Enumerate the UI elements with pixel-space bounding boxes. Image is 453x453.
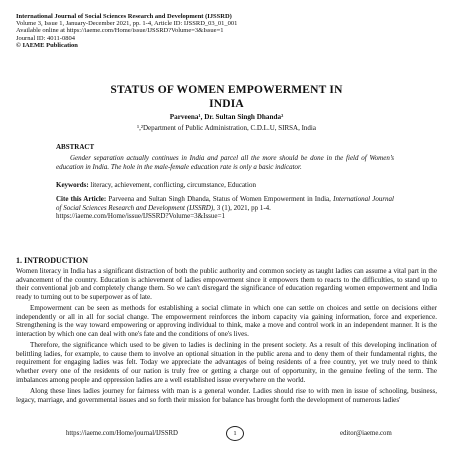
journal-name: International Journal of Social Sciences Research and Development (IJSSRD) — [16, 13, 232, 20]
title-line-1: STATUS OF WOMEN EMPOWERMENT IN — [110, 84, 343, 96]
affiliation: ¹,²Department of Public Administration, C.D.L.U, SIRSA, India — [137, 124, 316, 132]
footer-email[interactable]: editor@iaeme.com — [340, 430, 392, 437]
citation-label: Cite this Article: — [56, 195, 107, 203]
paragraph: Therefore, the significance which used to be given to ladies is declining in the present society. As a result of this developing inclination of belittling ladies, for example, to cause them to involve an optional situation in the public arena and to deny them of their fundamental rights, the requirement for engaging ladies was felt. Today we appreciate the advantages of being residents of a free country, yet we truly need to think whether every one of the residents of our nation is truly free or getting a charge out of opportunity, in the genuine feeling of the term. The imbalances among people and oppression ladies are a well established issue everywhere on the world. — [16, 341, 437, 384]
keywords-text: literacy, achievement, conflicting, circumstance, Education — [88, 181, 256, 189]
citation-journal: International Journal of Social Sciences Research and Development (IJSSRD), — [56, 195, 395, 212]
authors: Parveena¹, Dr. Sultan Singh Dhanda² — [169, 113, 284, 121]
citation-url[interactable]: https://iaeme.com/Home/issue/IJSSRD?Volume=3&Issue=1 — [56, 212, 225, 221]
abstract-text: Gender separation actually continues in India and parcel all the more should be done in the field of Women’s education in India. The hole in the male-female education rate is only a basic indicator. — [56, 154, 394, 171]
journal-header — [16, 13, 237, 49]
keywords — [56, 181, 256, 189]
paragraph: Women literacy in India has a significant distraction of both the public authority and common society as taught ladies can assume a vital part in the advancement of the country. Education is achievement of ladies empowerment since it empowers them to reacts to the difficulties, to stand up to their conventional job and completely change them. So we can't disregard the significance of education regarding women empowerment and India ready to turning out to be superpower as of late. — [16, 267, 437, 301]
body-text — [16, 267, 437, 407]
title-line-2: INDIA — [209, 97, 244, 110]
volume-line: Volume 3, Issue 1, January-December 2021, pp. 1-4, Article ID: IJSSRD_03_01_001 — [16, 20, 238, 28]
paragraph: Along these lines ladies journey for fairness with man is a general wonder. Ladies should rise to with men in issue of schooling, business, legacy, marriage, and governmental issues and so forth their mission for balance has brought forth the development of numerous ladies' — [16, 387, 437, 404]
page-number: 1 — [226, 426, 244, 441]
paragraph: Empowerment can be seen as methods for establishing a social climate in which one can settle on choices and settle on decisions either independently or all in all for social change. The empowerment reinforces the inborn capacity via gaining information, force and experience. Strengthening is the way toward empowering or approving individual to think, make a move and control work in an independent manner. It is the interaction by which one can deal with one's fate and the conditions of one's lives. — [16, 304, 437, 338]
abstract-heading: ABSTRACT — [56, 143, 95, 151]
available-line: Available online at https://iaeme.com/Home/issue/IJSSRD?Volume=3&Issue=1 — [16, 27, 224, 35]
citation — [56, 195, 394, 221]
issn-line: Journal ID: 4011-0804 — [16, 34, 75, 42]
keywords-label: Keywords: — [56, 181, 89, 189]
section-heading: 1. INTRODUCTION — [16, 256, 89, 265]
publisher-line: © IAEME Publication — [16, 41, 78, 49]
citation-text-1: Parveena and Sultan Singh Dhanda, Status of Women Empowerment in India, — [106, 195, 334, 203]
footer-url[interactable]: https://iaeme.com/Home/journal/IJSSRD — [66, 430, 178, 437]
citation-text-2: 3 (1), 2021, pp 1-4. — [214, 203, 271, 212]
paper-title — [0, 84, 453, 111]
